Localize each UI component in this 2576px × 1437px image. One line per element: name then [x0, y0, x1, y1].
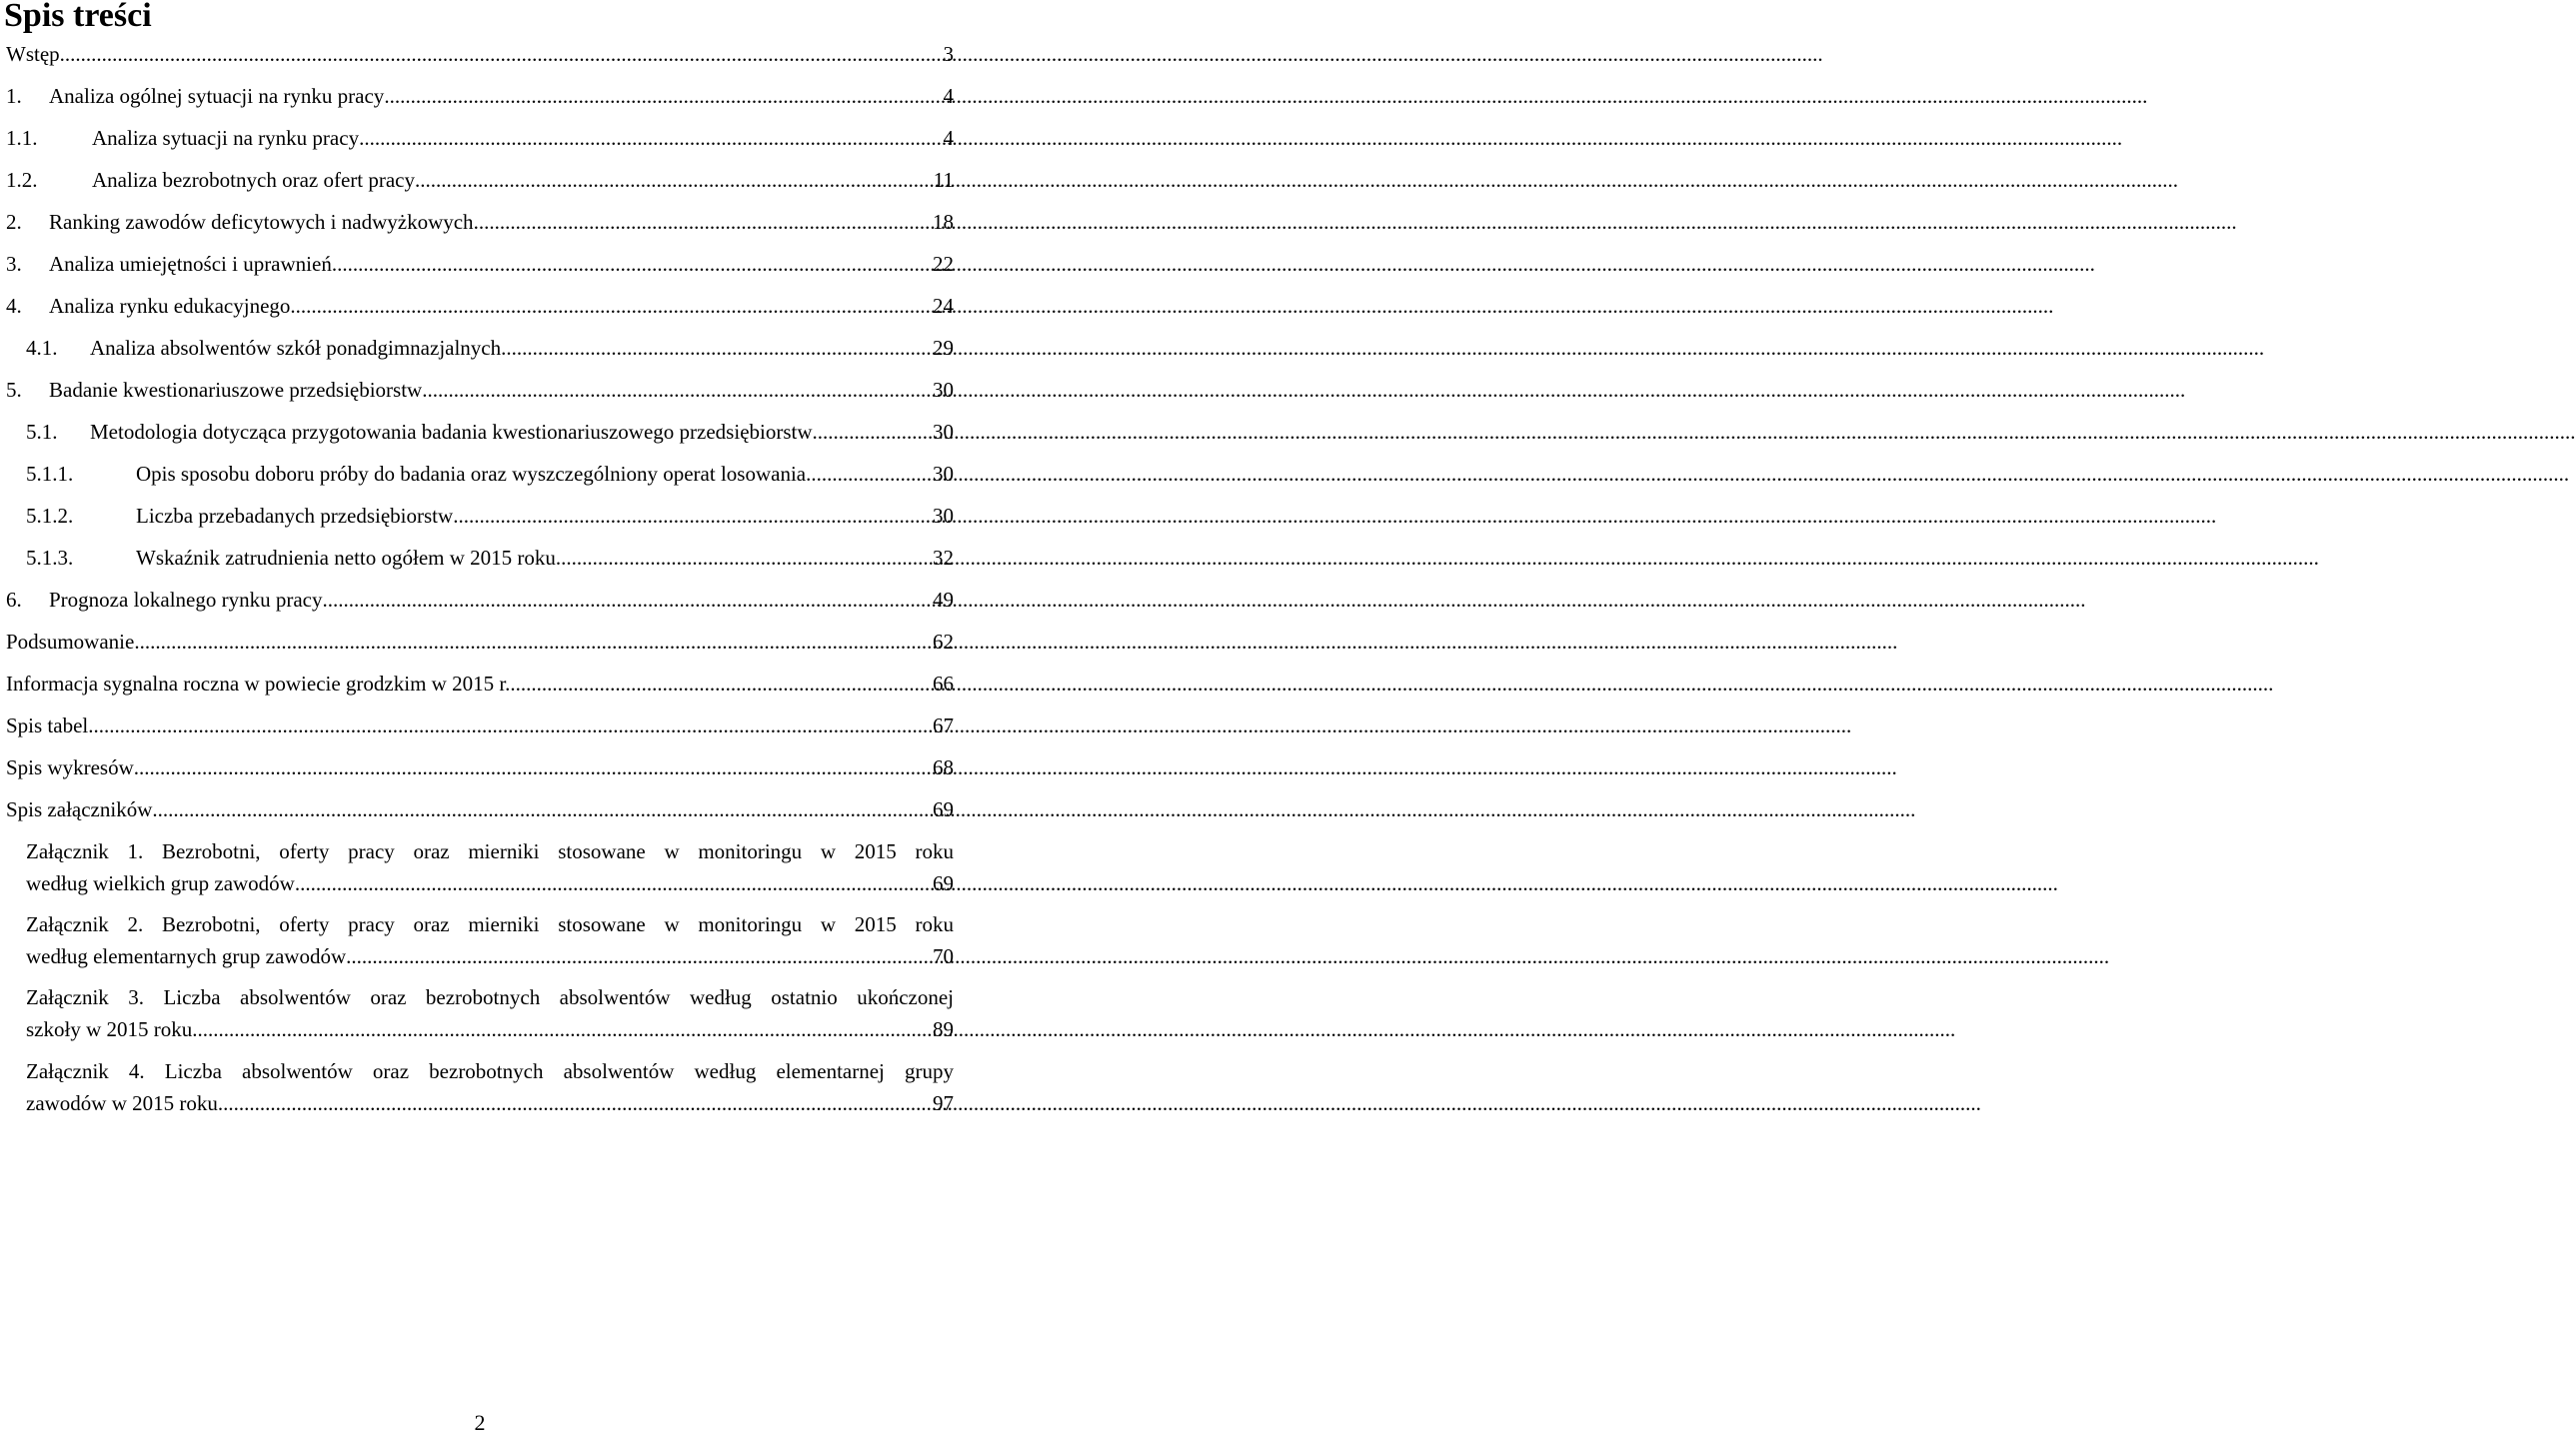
toc-entry-page: 30	[933, 504, 954, 528]
toc-leader	[453, 500, 929, 532]
toc-entry-page: 69	[933, 871, 954, 895]
toc-entry-page: 18	[933, 210, 954, 234]
toc-leader	[813, 416, 933, 448]
toc-entry-page: 30	[933, 378, 954, 402]
toc-entry-podsumowanie[interactable]	[6, 626, 954, 658]
toc-entry-number: 1.2.	[6, 168, 38, 192]
toc-appendix-title-cont: zawodów w 2015 roku	[26, 1091, 218, 1115]
toc-entry-title: Analiza absolwentów szkół ponadgimnazjalnych	[90, 336, 502, 360]
toc-leader	[501, 332, 929, 364]
toc-entry-page: 29	[933, 336, 954, 360]
toc-entry-2[interactable]	[6, 206, 954, 238]
toc-entry-5-1[interactable]	[26, 416, 954, 448]
toc-appendix-title-cont: według wielkich grup zawodów	[26, 871, 295, 895]
toc-appendix-continuation	[26, 940, 954, 972]
toc-entry-title: Spis załączników	[6, 797, 153, 821]
toc-entry-spis-wykresow[interactable]	[6, 751, 954, 783]
toc-leader	[60, 38, 940, 70]
toc-leader	[332, 248, 929, 280]
toc-appendix-title-cont: według elementarnych grup zawodów	[26, 944, 347, 968]
toc-entry-title: Analiza rynku edukacyjnego	[49, 294, 291, 318]
toc-entry-6[interactable]	[6, 584, 954, 616]
toc-entry-title: Ranking zawodów deficytowych i nadwyżkowych	[49, 210, 474, 234]
toc-heading: Spis treści	[4, 0, 152, 34]
toc-leader	[384, 80, 939, 112]
toc-leader	[295, 867, 929, 899]
toc-entry-title: Podsumowanie	[6, 630, 135, 654]
toc-entry-number: 5.1.	[26, 420, 58, 444]
toc-appendix-continuation	[26, 1087, 954, 1119]
toc-leader	[192, 1013, 929, 1045]
toc-entry-page: 30	[933, 462, 954, 486]
toc-entry-number: 5.1.2.	[26, 504, 74, 528]
toc-leader	[806, 458, 929, 490]
toc-entry-title: Metodologia dotycząca przygotowania badania kwestionariuszowego przedsiębiorstw	[90, 420, 813, 444]
toc-entry-5-1-3[interactable]	[26, 542, 954, 574]
toc-entry-number: 4.1.	[26, 336, 58, 360]
toc-entry-page: 67	[933, 714, 954, 737]
toc-entry-number: 3.	[6, 252, 22, 276]
toc-entry-title: Liczba przebadanych przedsiębiorstw	[136, 504, 454, 528]
toc-entry-5[interactable]	[6, 374, 954, 406]
toc-entry-4-1[interactable]	[26, 332, 954, 364]
toc-entry-1-2[interactable]	[6, 164, 954, 196]
toc-appendix-1[interactable]	[26, 835, 954, 899]
toc-leader	[218, 1087, 929, 1119]
toc-entry-page: 4	[943, 126, 954, 150]
toc-entry-number: 1.1.	[6, 126, 38, 150]
toc-entry-title: Analiza sytuacji na rynku pracy	[92, 126, 360, 150]
toc-entry-page: 3	[943, 42, 954, 66]
toc-leader	[415, 164, 930, 196]
toc-entry-title: Spis wykresów	[6, 755, 134, 779]
toc-entry-title: Wskaźnik zatrudnienia netto ogółem w 2015 roku	[136, 546, 556, 570]
toc-entry-number: 5.1.1.	[26, 462, 74, 486]
toc-leader	[134, 626, 929, 658]
document-page	[0, 0, 960, 1437]
toc-entry-spis-tabel[interactable]	[6, 710, 954, 741]
toc-entry-wstep[interactable]	[6, 38, 954, 70]
toc-leader	[474, 206, 929, 238]
toc-appendix-title-cont: szkoły w 2015 roku	[26, 1017, 193, 1041]
toc-appendix-3[interactable]	[26, 981, 954, 1045]
toc-entry-number: 1.	[6, 84, 22, 108]
toc-entry-5-1-2[interactable]	[26, 500, 954, 532]
toc-entry-page: 32	[933, 546, 954, 570]
toc-entry-page: 22	[933, 252, 954, 276]
toc-entry-4[interactable]	[6, 290, 954, 322]
toc-entry-page: 66	[933, 672, 954, 696]
toc-entry-page: 24	[933, 294, 954, 318]
toc-entry-1-1[interactable]	[6, 122, 954, 154]
toc-appendix-title: Załącznik 1. Bezrobotni, oferty pracy oraz mierniki stosowane w monitoringu w 2015 roku	[26, 839, 954, 863]
toc-entry-number: 5.	[6, 378, 22, 402]
toc-entry-informacja-sygnalna[interactable]	[6, 668, 954, 700]
toc-leader	[88, 710, 929, 741]
toc-entry-1[interactable]	[6, 80, 954, 112]
toc-appendix-4[interactable]	[26, 1055, 954, 1119]
toc-entry-title: Wstęp	[6, 42, 60, 66]
toc-entry-title: Analiza bezrobotnych oraz ofert pracy	[92, 168, 415, 192]
toc-entry-3[interactable]	[6, 248, 954, 280]
toc-leader	[152, 793, 929, 825]
toc-entry-number: 2.	[6, 210, 22, 234]
toc-entry-page: 30	[933, 420, 954, 444]
toc-leader	[359, 122, 939, 154]
toc-appendix-title: Załącznik 3. Liczba absolwentów oraz bezrobotnych absolwentów według ostatnio ukończonej	[26, 985, 954, 1009]
toc-leader	[422, 374, 929, 406]
toc-entry-page: 89	[933, 1017, 954, 1041]
toc-entry-page: 68	[933, 755, 954, 779]
toc-appendix-continuation	[26, 867, 954, 899]
toc-appendix-title: Załącznik 4. Liczba absolwentów oraz bezrobotnych absolwentów według elementarnej grupy	[26, 1059, 954, 1083]
toc-entry-page: 4	[943, 84, 954, 108]
toc-entry-title: Prognoza lokalnego rynku pracy	[49, 588, 323, 612]
toc-leader	[323, 584, 929, 616]
toc-entry-5-1-1[interactable]	[26, 458, 954, 490]
toc-entry-title: Informacja sygnalna roczna w powiecie grodzkim w 2015 r.	[6, 672, 511, 696]
toc-entry-title: Analiza umiejętności i uprawnień	[49, 252, 332, 276]
toc-entry-title: Analiza ogólnej sytuacji na rynku pracy	[49, 84, 385, 108]
toc-entry-number: 6.	[6, 588, 22, 612]
toc-entry-page: 97	[933, 1091, 954, 1115]
toc-entry-page: 62	[933, 630, 954, 654]
toc-entry-spis-zalacznikow[interactable]	[6, 793, 954, 825]
toc-leader	[510, 668, 929, 700]
toc-entry-title: Badanie kwestionariuszowe przedsiębiorstw	[49, 378, 423, 402]
toc-appendix-2[interactable]	[26, 908, 954, 972]
toc-entry-page: 11	[933, 168, 954, 192]
toc-entry-title: Opis sposobu doboru próby do badania oraz wyszczególniony operat losowania	[136, 462, 807, 486]
toc-leader	[134, 751, 929, 783]
toc-entry-number: 5.1.3.	[26, 546, 74, 570]
toc-leader	[290, 290, 929, 322]
toc-leader	[556, 542, 929, 574]
toc-entry-number: 4.	[6, 294, 22, 318]
toc-entry-page: 49	[933, 588, 954, 612]
toc-entry-page: 70	[933, 944, 954, 968]
toc-entry-title: Spis tabel	[6, 714, 89, 737]
toc-appendix-continuation	[26, 1013, 954, 1045]
toc-appendix-title: Załącznik 2. Bezrobotni, oferty pracy oraz mierniki stosowane w monitoringu w 2015 roku	[26, 912, 954, 936]
toc-leader	[346, 940, 929, 972]
toc-entry-page: 69	[933, 797, 954, 821]
page-number: 2	[474, 1410, 486, 1435]
